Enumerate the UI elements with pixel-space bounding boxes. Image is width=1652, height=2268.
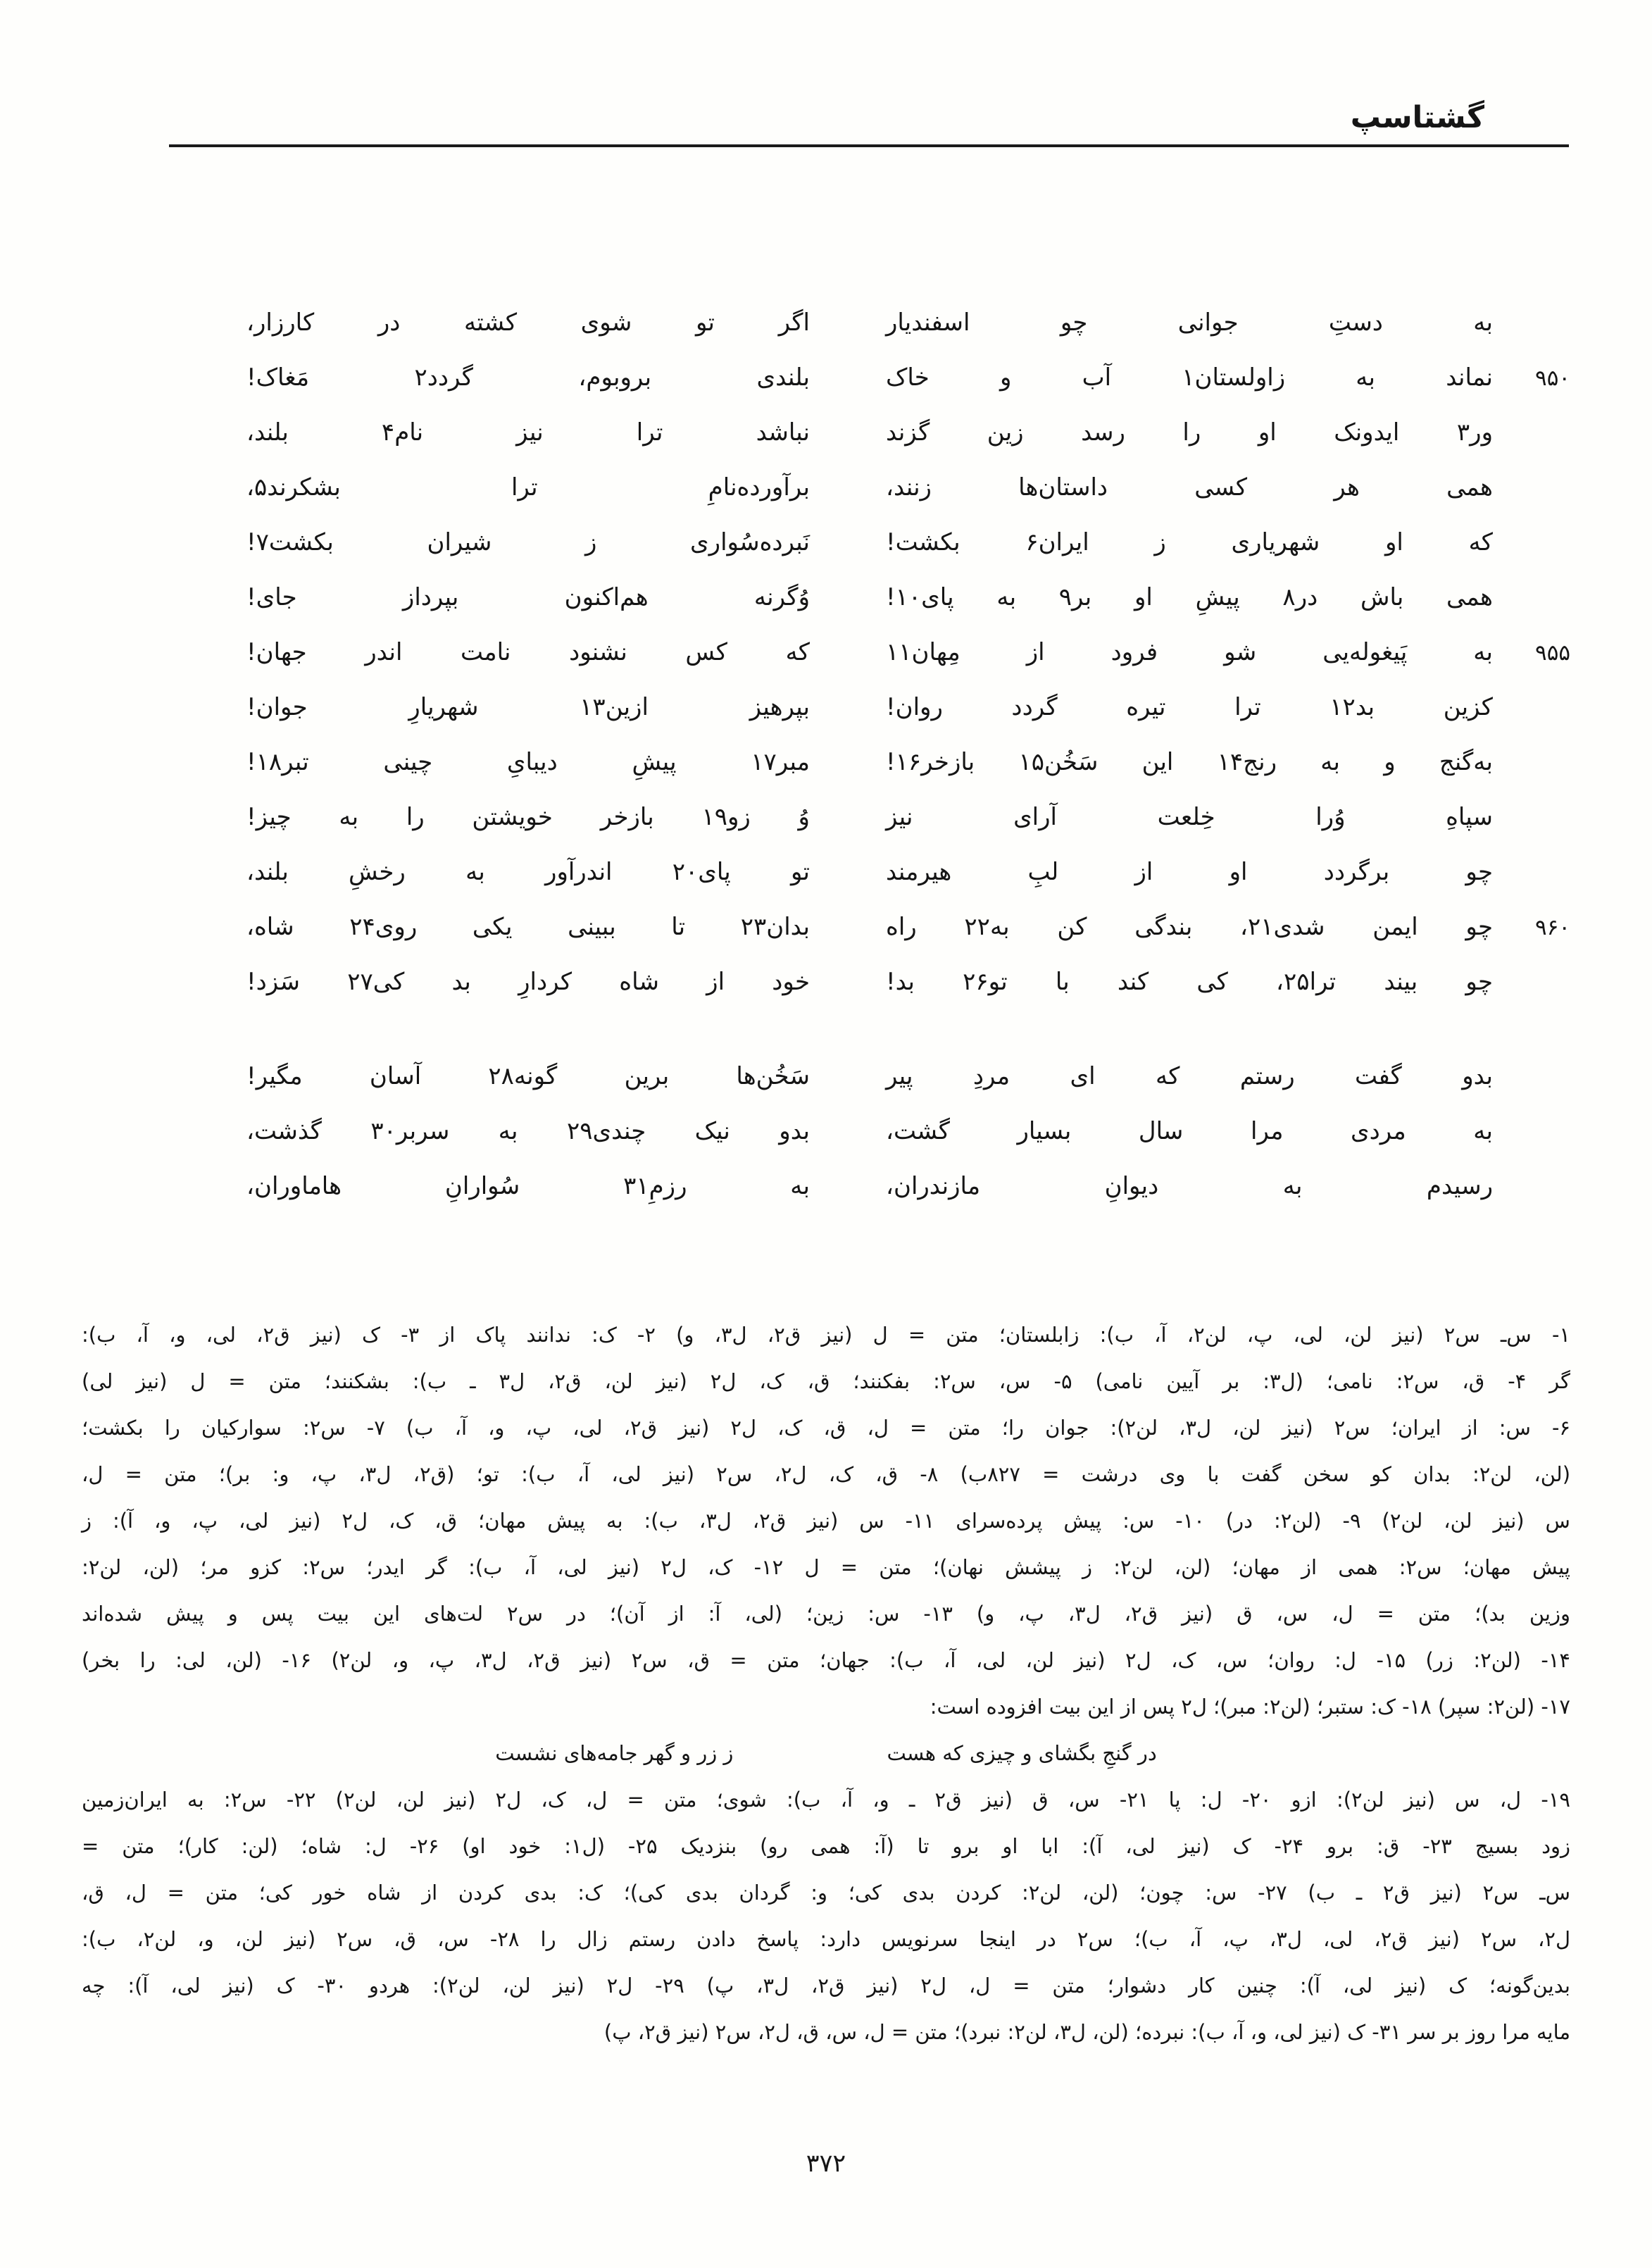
verse-row bbox=[82, 790, 1570, 845]
page-title: گشتاسپ bbox=[1350, 100, 1484, 135]
hemistich-first: به پَیغوله‌یی شو فرود از مِهان۱۱ bbox=[886, 638, 1493, 667]
verse-row bbox=[82, 571, 1570, 625]
hemistich-first: به مردی مرا سال بسیار گشت، bbox=[886, 1117, 1493, 1146]
footnote-line: بدین‌گونه؛ ک (نیز لی، آ): چنین کار دشوار؛ متن = ل، ل۲ (نیز ق۲، ل۳، پ) ۲۹- ل۲ (نیز لن، لن۲): هردو ۳۰- ک (نیز لی، آ): چه bbox=[82, 1974, 1570, 1998]
footnote-line: گر ۴- ق، س۲: نامی؛ (ل۳: بر آیین نامی) ۵- س، س۲: بفکنند؛ ق، ک، ل۲ (نیز لن، ق۲، ل۳ ـ ب): بشکنند؛ متن = ل (نیز لی) bbox=[82, 1369, 1570, 1393]
verse-row bbox=[82, 516, 1570, 571]
hemistich-second: سَخُن‌ها برین گونه۲۸ آسان مگیر! bbox=[246, 1062, 810, 1091]
footnote-line: س‌ـ س۲ (نیز ق۲ ـ ب) ۲۷- س: چون؛ (لن، لن۲: کردن بدی کی؛ و: گردان بدی کی)؛ ک: بدی کردن از شاه خور کی؛ متن = ل، ق، bbox=[82, 1881, 1571, 1905]
verse-row bbox=[82, 1159, 1570, 1214]
header-rule bbox=[169, 144, 1569, 147]
footnote-line: س (نیز لن، لن۲) ۹- (لن۲: در) ۱۰- س: پیش پرده‌سرای ۱۱- س (نیز ق۲، ل۳، ب): به پیش مهان؛ ق، ک، ل۲ (نیز لی، پ، و، آ): ز bbox=[82, 1509, 1570, 1533]
verse-number: ۹۵۰ bbox=[1535, 366, 1570, 391]
hemistich-first: نماند به زاولستان۱ آب و خاک bbox=[886, 363, 1493, 392]
hemistich-second: که کس نشنود نامت اندر جهان! bbox=[246, 638, 810, 667]
verse-row bbox=[82, 296, 1570, 351]
critical-apparatus bbox=[82, 1311, 1570, 2055]
footnote-inserted-verse bbox=[82, 1730, 1570, 1776]
hemistich-first: چو برگردد او از لبِ هیرمند bbox=[886, 858, 1493, 887]
hemistich-second: بلندی بروبوم، گردد۲ مَغاک! bbox=[246, 363, 810, 392]
footnote-line: ل۲، س۲ (نیز ق۲، لی، ل۳، پ، آ، ب)؛ س۲ در اینجا سرنویس دارد: پاسخ دادن رستم زال را ۲۸- س، ق، س۲ (نیز لن، و، لن۲، ب): bbox=[82, 1927, 1571, 1951]
footnote-line: ۶- س: از ایران؛ س۲ (نیز لن، ل۳، لن۲): جوان را؛ متن = ل، ق، ک، ل۲ (نیز ق۲، لی، پ، و، آ، ب) ۷- س۲: سوارکیان را بکشت؛ bbox=[82, 1416, 1570, 1440]
footnote-line: (لن، لن۲: بدان کو سخن گفت با وی درشت = ۸۲۷ب) ۸- ق، ک، ل۲، س۲ (نیز لی، آ، ب): تو؛ (ق۲، ل۳، پ، و: بر)؛ متن = ل، bbox=[82, 1462, 1571, 1486]
hemistich-first: سپاهِ وُرا خِلعت آرای نیز bbox=[886, 803, 1493, 832]
page-number: ۳۷۲ bbox=[806, 2150, 846, 2178]
hemistich-first: کزین بد۱۲ ترا تیره گردد روان! bbox=[886, 693, 1493, 722]
verse-row bbox=[82, 1104, 1570, 1159]
hemistich-second: وُ زو۱۹ بازخر خویشتن را به چیز! bbox=[246, 803, 810, 832]
hemistich-second: بدان۲۳ تا ببینی یکی روی۲۴ شاه، bbox=[246, 913, 810, 942]
hemistich-second: اگر تو شوی کشته در کارزار، bbox=[246, 309, 810, 337]
hemistich-first: به دستِ جوانی چو اسفندیار bbox=[886, 309, 1493, 337]
footnote-line: پیش مهان؛ س۲: همی از مهان؛ (لن، لن۲: ز پیشش نهان)؛ متن = ل ۱۲- ک، ل۲ (نیز لی، آ، ب): گر ایدر؛ س۲: کزو مر؛ (لن، لن۲: bbox=[82, 1555, 1570, 1579]
hemistich-second: بپرهیز ازین۱۳ شهریارِ جوان! bbox=[246, 693, 811, 722]
verse-row bbox=[82, 461, 1570, 516]
footnote-line: ۱۷- (لن۲: سپر) ۱۸- ک: ستبر؛ (لن۲: مبر)؛ ل۲ پس از این بیت افزوده است: bbox=[930, 1695, 1570, 1719]
hemistich-first: چو بیند ترا۲۵، کی کند با تو۲۶ بد! bbox=[886, 968, 1494, 997]
footnote-line: ۱- س‌ـ س۲ (نیز لن، لی، پ، لن۲، آ، ب): زابلستان؛ متن = ل (نیز ق۲، ل۳، و) ۲- ک: ندانند پاک از ۳- ک (نیز ق۲، لی، و، آ، ب): bbox=[82, 1323, 1570, 1347]
verse-row bbox=[82, 680, 1570, 735]
verse-row bbox=[82, 955, 1570, 1010]
hemistich-second: بدو نیک چندی۲۹ به سربر۳۰ گذشت، bbox=[246, 1117, 811, 1146]
hemistich-first: بدو گفت رستم که ای مردِ پیر bbox=[886, 1062, 1493, 1091]
hemistich-first: همی هر کسی داستان‌ها زنند، bbox=[886, 473, 1493, 502]
verse-row bbox=[82, 625, 1570, 680]
verse-number: ۹۶۰ bbox=[1535, 915, 1570, 940]
stanza-break bbox=[82, 1010, 1570, 1049]
hemistich-second: نَبرده‌سُواری ز شیران بکشت۷! bbox=[246, 528, 810, 557]
verse-number: ۹۵۵ bbox=[1535, 640, 1570, 666]
verse-row bbox=[82, 1049, 1570, 1104]
verse-row bbox=[82, 406, 1570, 461]
hemistich-first: که او شهریاری ز ایران۶ بکشت! bbox=[886, 528, 1493, 557]
hemistich-second: برآورده‌نامِ ترا بشکرند۵، bbox=[246, 473, 810, 502]
footnote-line: مایه مرا روز بر سر ۳۱- ک (نیز لی، و، آ، ب): نبرده؛ (لن، ل۳، لن۲: نبرد)؛ متن = ل، س، ق، ل۲، س۲ (نیز ق۲، پ) bbox=[603, 2020, 1570, 2044]
verse-row bbox=[82, 735, 1570, 790]
hemistich-second: وُگرنه هم‌اکنون بپرداز جای! bbox=[246, 583, 810, 612]
hemistich-second: مبر۱۷ پیشِ دیبایِ چینی تبر۱۸! bbox=[246, 748, 810, 777]
hemistich-first: همی باش در۸ پیشِ او بر۹ به پای۱۰! bbox=[886, 583, 1493, 612]
hemistich-first: ور۳ ایدونک او را رسد زین گزند bbox=[886, 418, 1493, 447]
hemistich-first: به‌گنج و به رنج۱۴ این سَخُن۱۵ بازخر۱۶! bbox=[886, 748, 1493, 777]
hemistich-second: به رزمِ۳۱ سُوارانِ هاماوران، bbox=[246, 1172, 810, 1201]
footnote-line: زود بسیج ۲۳- ق: برو ۲۴- ک (نیز لی، آ): ابا او برو تا (آ: همی رو) بنزدیک ۲۵- (ل۱: خود او) ۲۶- ل: شاه؛ (لن: کار)؛ متن = bbox=[82, 1834, 1571, 1858]
footnote-line: ۱۴- (لن۲: زر) ۱۵- ل: روان؛ س، ک، ل۲ (نیز لن، لی، آ، ب): جهان؛ متن = ق، س۲ (نیز ق۲، ل۳، پ، و، لن۲) ۱۶- (لن، لی: را بخر) bbox=[82, 1648, 1571, 1672]
hemistich-first: رسیدم به دیوانِ مازندران، bbox=[886, 1172, 1493, 1201]
inserted-verse-first: در گنجِ بگشای و چیزی که هست bbox=[887, 1741, 1157, 1765]
hemistich-second: خود از شاه کردارِ بد کی۲۷ سَزد! bbox=[246, 968, 811, 997]
inserted-verse-second: ز زر و گهر جامه‌های نشست bbox=[495, 1741, 734, 1765]
footnote-line: وزین بد)؛ متن = ل، س، ق (نیز ق۲، ل۳، پ، و) ۱۳- س: زین؛ (لی، آ: از آن)؛ در س۲ لت‌های این بیت پس و پیش شده‌اند bbox=[82, 1602, 1571, 1626]
verse-row bbox=[82, 351, 1570, 406]
hemistich-second: نباشد ترا نیز نام۴ بلند، bbox=[246, 418, 810, 447]
verse-row bbox=[82, 845, 1570, 900]
hemistich-second: تو پای۲۰ اندرآور به رخشِ بلند، bbox=[246, 858, 810, 887]
verse-row bbox=[82, 900, 1570, 955]
hemistich-first: چو ایمن شدی۲۱، بندگی کن به۲۲ راه bbox=[886, 913, 1493, 942]
poem-block bbox=[82, 296, 1570, 1214]
footnote-line: ۱۹- ل، س (نیز لن۲): ازو ۲۰- ل: پا ۲۱- س، ق (نیز ق۲ ـ و، آ، ب): شوی؛ متن = ل، ک، ل۲ (نیز لن، لن۲) ۲۲- س۲: به ایران‌زمین bbox=[82, 1788, 1570, 1812]
